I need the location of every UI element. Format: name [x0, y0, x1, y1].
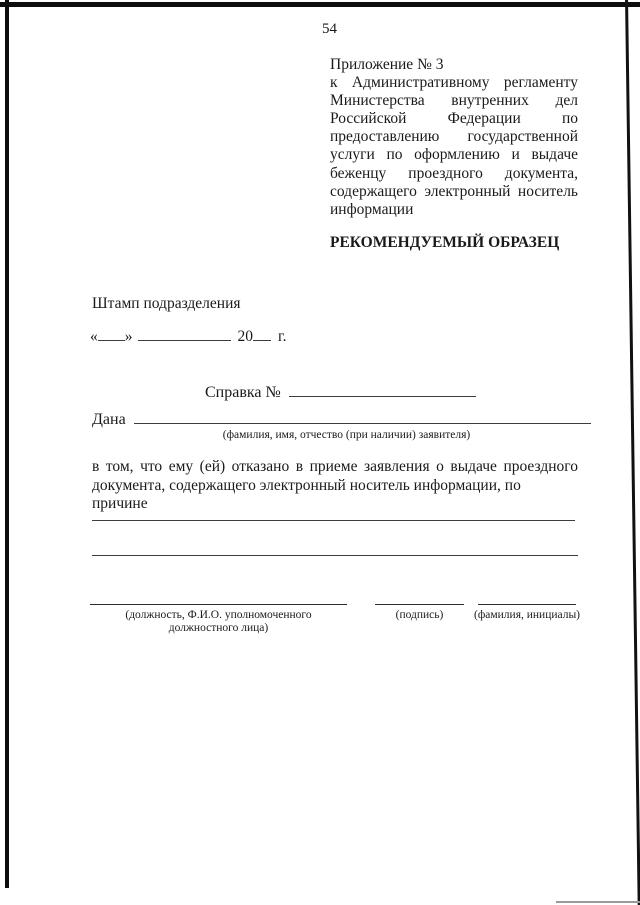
stamp-label: Штамп подразделения: [92, 295, 241, 312]
name-caption: (фамилия, инициалы): [473, 609, 581, 621]
page-number: 54: [322, 21, 337, 37]
issued-to-label: Дана: [92, 411, 126, 428]
official-signature-line: [90, 604, 347, 605]
scan-border-left: [5, 0, 9, 888]
official-signature-caption: (должность, Ф.И.О. уполномоченного должностного лица): [125, 609, 312, 634]
certificate-number-label: Справка №: [205, 384, 281, 401]
issued-to-line: [92, 408, 591, 429]
date-day-blank: [98, 325, 125, 341]
certificate-number-blank: [289, 381, 476, 397]
appendix-line: беженцу проездного документа,: [330, 164, 578, 182]
date-month-blank: [138, 325, 231, 341]
reason-blank-line-2: [92, 555, 578, 556]
date-close-quote: »: [124, 328, 133, 345]
name-line: [478, 604, 576, 605]
issued-to-caption: (фамилия, имя, отчество (при наличии) заявителя): [222, 429, 471, 441]
reason-blank-line-1: [92, 520, 575, 521]
refusal-body-line: документа, содержащего электронный носитель информации, по причине: [92, 476, 521, 512]
scan-border-right: [625, 0, 640, 905]
appendix-line: предоставлению государственной: [330, 128, 578, 146]
scan-border-top: [0, 2, 640, 7]
appendix-line: услуги по оформлению и выдаче: [330, 146, 578, 164]
appendix-line: к Административному регламенту: [330, 74, 578, 92]
certificate-number-line: [205, 381, 476, 402]
date-year-blank: [253, 325, 271, 341]
signature-caption: (подпись): [395, 609, 444, 621]
appendix-line: информации: [330, 200, 414, 218]
signature-line: [375, 604, 464, 605]
appendix-heading-block: [330, 56, 578, 219]
date-year-suffix: г.: [278, 328, 287, 345]
date-year-prefix: 20: [237, 328, 253, 345]
recommended-sample-label: РЕКОМЕНДУЕМЫЙ ОБРАЗЕЦ: [330, 234, 560, 251]
date-line: [90, 325, 286, 346]
appendix-line: Приложение № 3: [330, 56, 444, 73]
issued-to-blank: [134, 408, 591, 424]
appendix-line: Российской Федерации по: [330, 110, 578, 128]
date-open-quote: «: [90, 328, 98, 345]
refusal-body-line: в том, что ему (ей) отказано в приеме заявления о выдаче проездного: [92, 458, 578, 475]
appendix-line: Министерства внутренних дел: [330, 92, 578, 110]
appendix-line: содержащего электронный носитель: [330, 182, 578, 200]
scan-artifact-bottom: [556, 901, 640, 903]
refusal-body-paragraph: [92, 458, 578, 514]
